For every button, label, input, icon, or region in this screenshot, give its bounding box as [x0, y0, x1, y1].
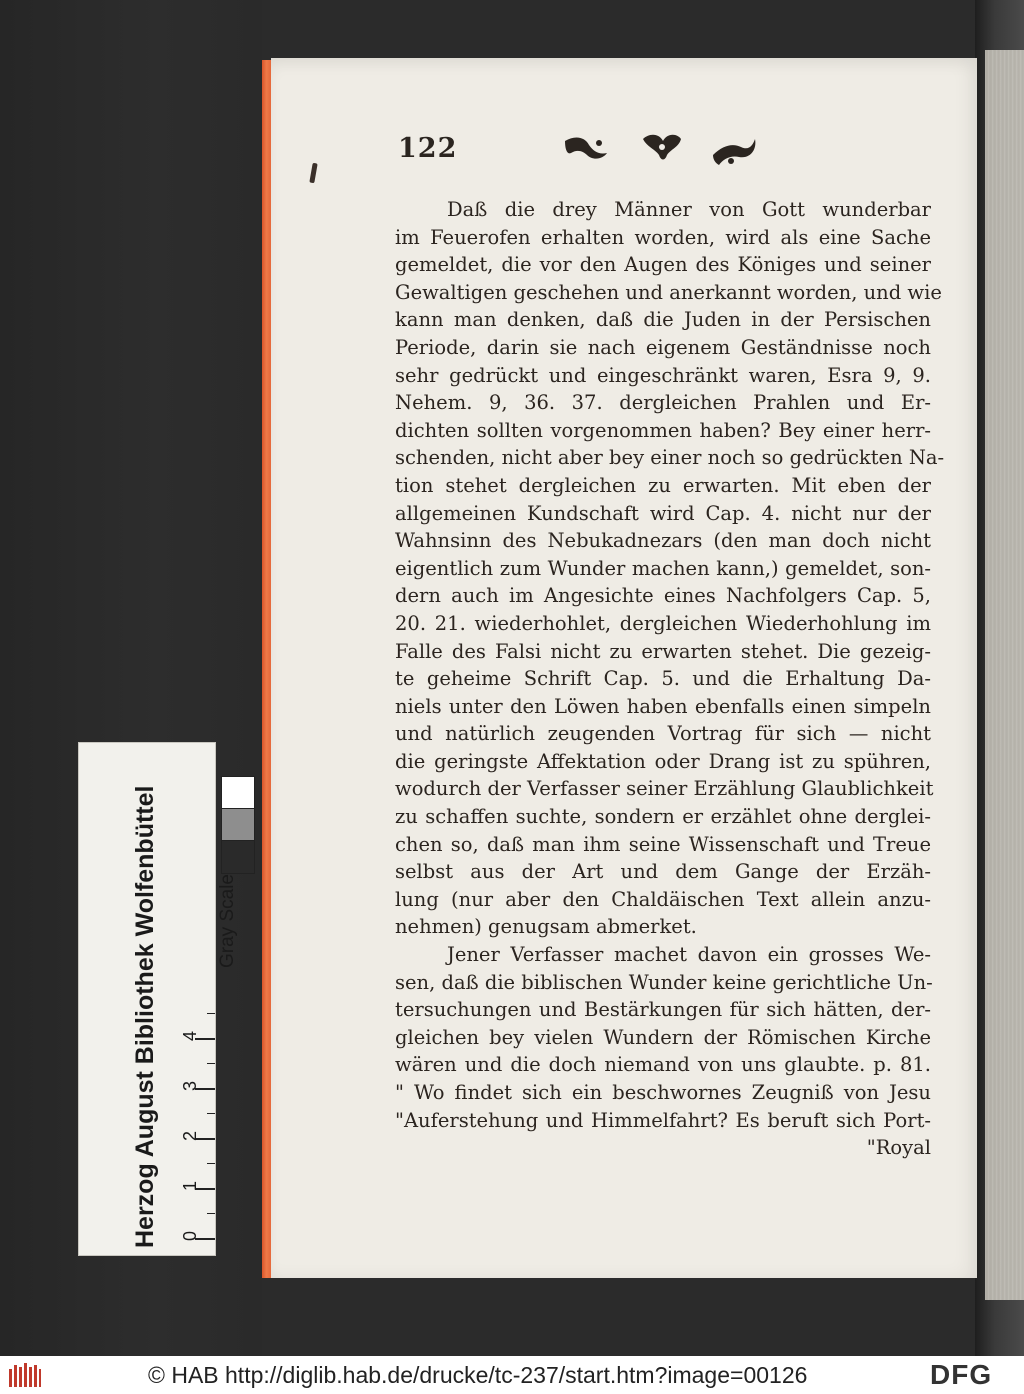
text-line: Gewaltigen geschehen und anerkannt worden, und wie [395, 280, 942, 304]
text-line: chen so, daß man ihm seine Wissenschaft und Treue [395, 832, 931, 856]
text-line: gleichen bey vielen Wundern der Römischen Kirche [395, 1025, 931, 1049]
white-swatch [221, 776, 255, 810]
text-line: "Auferstehung und Himmelfahrt? Es beruft sich Port- [395, 1108, 931, 1132]
gray-scale-card [78, 742, 238, 1256]
running-head [398, 133, 958, 173]
text-line: schenden, nicht aber bey einer noch so gedrückten Na- [395, 446, 945, 470]
text-line: dern auch im Angesichte eines Nachfolgers Cap. 5, [395, 584, 931, 608]
ruler-number: 1 [180, 1181, 200, 1192]
fleuron-ornament-icon [563, 133, 758, 169]
text-line: Nehem. 9, 36. 37. dergleichen Prahlen und Er- [395, 391, 931, 415]
text-line: zu schaffen suchte, sondern er erzählet ohne derglei- [395, 805, 931, 829]
text-line: Periode, darin sie nach eigenem Geständnisse noch [395, 335, 931, 359]
text-line: im Feuerofen erhalten worden, wird als eine Sache [395, 225, 931, 249]
text-line: kann man denken, daß die Juden in der Persischen [395, 308, 931, 332]
text-line: tion stehet dergleichen zu erwarten. Mit eben der [395, 473, 931, 497]
text-line: wodurch der Verfasser seiner Erzählung Glaublichkeit [395, 777, 934, 801]
text-line: die geringste Affektation oder Drang ist zu spühren, [395, 749, 931, 773]
text-line: sehr gedrückt und eingeschränkt waren, Esra 9, 9. [395, 363, 931, 387]
page-number: 122 [398, 133, 458, 164]
text-line: wären und die doch niemand von uns glaubte. p. 81. [395, 1053, 931, 1077]
ruler-number: 2 [180, 1131, 200, 1142]
ruler-number: 3 [180, 1081, 200, 1092]
text-line: Daß die drey Männer von Gott wunderbar [447, 198, 931, 221]
catchword: "Royal [866, 1136, 931, 1160]
text-line: lung (nur aber den Chaldäischen Text allein anzu- [395, 887, 931, 911]
text-line: niels unter den Löwen haben ebenfalls einen simpeln [395, 694, 931, 718]
text-line: 20. 21. wiederhohlet, dergleichen Wiederhohlung im [395, 611, 931, 635]
ruler-number: 4 [180, 1031, 200, 1042]
ruler-number: 0 [180, 1231, 200, 1242]
copyright-link[interactable]: © HAB http://diglib.hab.de/drucke/tc-237/start.htm?image=00126 [148, 1362, 808, 1388]
text-line: dichten sollten vorgenommen haben? Bey einer herr- [395, 418, 931, 442]
text-line: Falle des Falsi nicht zu erwarten stehet. Die gezeig- [395, 639, 931, 663]
text-line: nehmen) genugsam abmerket. [395, 915, 697, 939]
text-line: Wahnsinn des Nebukadnezars (den man doch nicht [395, 529, 931, 553]
text-line: selbst aus der Art und dem Gange der Erzäh- [395, 860, 931, 884]
library-name: Herzog August Bibliothek Wolfenbüttel [131, 785, 159, 1248]
text-line: allgemeinen Kundschaft wird Cap. 4. nicht nur der [395, 501, 931, 525]
text-line: te geheime Schrift Cap. 5. und die Erhaltung Da- [395, 667, 931, 691]
hab-logo-icon [8, 1361, 42, 1389]
text-line: sen, daß die biblischen Wunder keine gerichtliche Un- [395, 970, 933, 994]
text-line: " Wo findet sich ein beschwornes Zeugniß von Jesu [395, 1081, 931, 1104]
text-line: tersuchungen und Bestärkungen für sich hätten, der- [395, 998, 931, 1022]
text-line: und natürlich zeugenden Vortrag für sich — nicht [395, 722, 931, 746]
text-line: gemeldet, die vor den Augen des Königes und seiner [395, 253, 931, 277]
text-line: Jener Verfasser machet davon ein grosses We- [447, 943, 931, 967]
centimeter-ruler [175, 993, 215, 1241]
body-text [395, 196, 945, 1162]
black-swatch [221, 840, 255, 874]
footer-bar [0, 1356, 1024, 1394]
dfg-logo: DFG [930, 1359, 993, 1390]
text-line: eigentlich zum Wunder machen kann,) gemeldet, son- [395, 556, 931, 580]
book-page-stack [985, 50, 1024, 1300]
gray-scale-label: Gray Scale [217, 874, 238, 968]
gray-swatch [221, 808, 255, 842]
red-page-edge [262, 60, 271, 1278]
